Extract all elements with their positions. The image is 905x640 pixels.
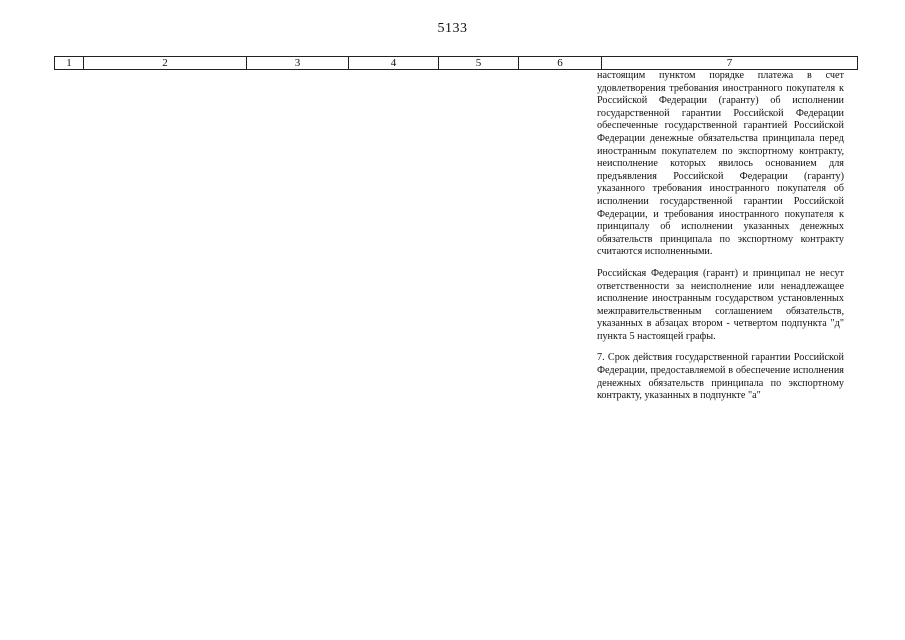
paragraph-guarantee-term: 7. Срок действия государственной гарантии Российской Федерации, предоставляемой в обеспечение исполнения денежных обязательств принципала по экспортному контракту, указанных в подпункте "а": [597, 352, 844, 402]
paragraph-liability-exclusion: Российская Федерация (гарант) и принципал не несут ответственности за неисполнение или ненадлежащее исполнение иностранным государством установленных межправительственным соглашением обязательств, указанных в абзацах втором - четвертом подпункта "д" пункта 5 настоящей графы.: [597, 267, 844, 342]
column-header-4: 4: [349, 57, 439, 69]
paragraph-payment-fulfillment: настоящим пунктом порядке платежа в счет удовлетворения требования иностранного покупателя к Российской Федерации (гаранту) об исполнении государственной гарантии Российской Федерации обеспеченные государственной гарантией Российской Федерации денежные обязательства принципала перед иностранным покупателем по экспортному контракту, неисполнение которых явилось основанием для предъявления Российской Федерации (гаранту) указанного требования иностранного покупателя об исполнении государственной гарантии Российской Федерации, и требования иностранного покупателя к принципалу об исполнении указанных денежных обязательств принципала по экспортному контракту считаются исполненными.: [597, 70, 844, 258]
page-number: 5133: [437, 21, 468, 36]
column-7-content: [597, 70, 844, 412]
table-header-row: [54, 56, 858, 70]
column-header-7: 7: [726, 57, 733, 69]
column-header-2: 2: [84, 57, 247, 69]
column-header-6: 6: [519, 57, 602, 69]
column-header-5: 5: [439, 57, 519, 69]
column-header-1: 1: [55, 57, 84, 69]
column-header-3: 3: [247, 57, 349, 69]
